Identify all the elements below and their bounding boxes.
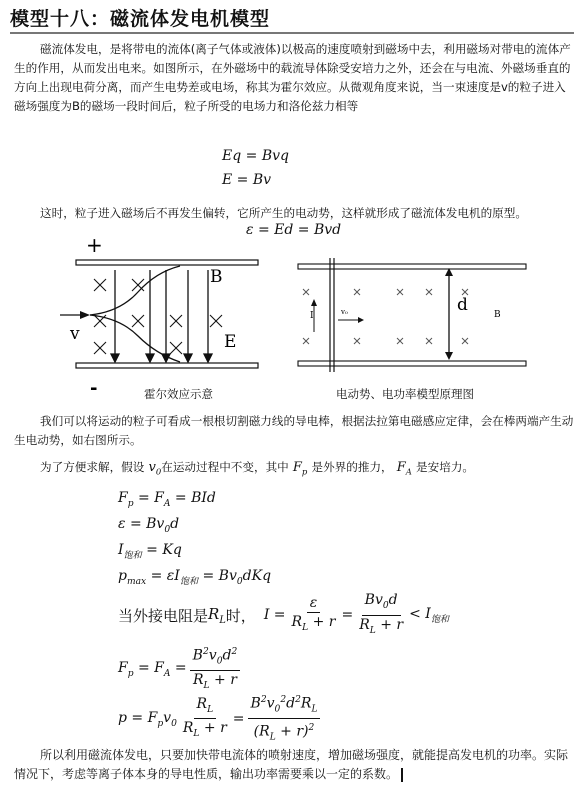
- emf-model-caption: 电动势、电功率模型原理图: [336, 387, 474, 401]
- equation-eq-bvq: Eq = Bvq: [222, 148, 289, 164]
- final-paragraph: [14, 746, 574, 784]
- saturation-subscript: 饱和: [123, 550, 142, 561]
- paragraph-2-text: 这时，粒子进入磁场后不再发生偏转，它所产生的电动势，这样就形成了磁流体发电机的原型。: [40, 206, 527, 220]
- label-e: E: [224, 332, 237, 352]
- equation-e-bv: E = Bv: [222, 172, 272, 188]
- paragraph-4-text-d: 是安培力。: [416, 460, 475, 474]
- equation-load-current: 当外接电阻是 $R_L$ 时， I = $\frac{\varepsilon}{R_L + r}$ = $\frac{Bv_0d}{R_L + r}$ < $I_{饱和}$: [118, 592, 450, 636]
- equation-pmax: $p_{max} = \varepsilon I_{饱和} = Bv_0dKq$: [118, 568, 272, 587]
- load-resistance-text-b: 时，: [225, 606, 256, 625]
- saturation-subscript: 饱和: [430, 614, 450, 625]
- label-v: v: [70, 324, 80, 344]
- saturation-subscript: 饱和: [179, 576, 199, 587]
- equation-emf-2: $\varepsilon = Bv_0d$: [118, 516, 180, 535]
- paragraph-2: [14, 204, 574, 223]
- plus-sign: +: [86, 233, 103, 257]
- minus-sign: -: [90, 378, 98, 399]
- equation-power: $p = F_pv_0$ $\frac{R_L}{R_L + r}$ = $\frac{B^2v_0^2d^2R_L}{(R_L + r)^2}$: [118, 692, 323, 746]
- load-resistance-text-a: 当外接电阻是: [118, 606, 209, 625]
- page-title: 模型十八：磁流体发电机模型: [10, 8, 271, 30]
- paragraph-4-text-c: 是外界的推力，: [311, 460, 393, 474]
- paragraph-4: 为了方便求解，假设 $v_0$在运动过程中不变，其中 $F_p$ 是外界的推力， $F_A$ 是安培力。: [40, 460, 475, 477]
- label-i: I: [310, 311, 314, 321]
- final-text: 所以利用磁流体发电，只要加快带电流体的喷射速度，增加磁场强度，就能提高发电机的功率。实际情况下，考虑等离子体本身的导电性质，输出功率需要乘以一定的系数。: [14, 748, 569, 781]
- emf-model-diagram: [294, 248, 534, 378]
- paragraph-3: [14, 412, 574, 450]
- title-divider: [10, 32, 574, 34]
- intro-text: 磁流体发电，是将带电的流体(离子气体或液体)以极高的速度喷射到磁场中去，利用磁场对带电的流体产生的作用，从而发出电来。如图所示，在外磁场中的载流导体除受安培力之外，还会在与电流、外磁场垂直的方向上出现电荷分离，而产生电势差或电场，称其为霍尔效应。从微观角度来说，当一束速度是v的粒子进入磁场强度为B的磁场一段时间后，粒子所受的电场力和洛伦兹力相等: [14, 42, 571, 113]
- equation-emf: ε = Ed = Bvd: [246, 222, 342, 238]
- hall-effect-diagram: [60, 232, 270, 402]
- label-v0: v₀: [341, 308, 348, 316]
- label-b: B: [210, 267, 223, 287]
- label-b-right: B: [494, 310, 501, 320]
- text-cursor: [401, 768, 403, 782]
- paragraph-3-text: 我们可以将运动的粒子可看成一根根切割磁力线的导电棒，根据法拉第电磁感应定律，会在棒两端产生动生电动势，如右图所示。: [14, 414, 574, 447]
- paragraph-4-text-b: 在运动过程中不变，其中: [161, 460, 289, 474]
- label-d: d: [457, 295, 468, 315]
- equation-current-sat: $I_{饱和} = Kq$: [118, 542, 182, 561]
- intro-paragraph: [14, 40, 574, 116]
- paragraph-4-text-a: 为了方便求解，假设: [40, 460, 145, 474]
- hall-effect-caption: 霍尔效应示意: [144, 387, 213, 401]
- equation-force: $F_p = F_A$ = BId: [118, 490, 216, 509]
- equation-force-2: $F_p = F_A$ = $\frac{B^2v_0d^2}{R_L + r}$: [118, 644, 243, 694]
